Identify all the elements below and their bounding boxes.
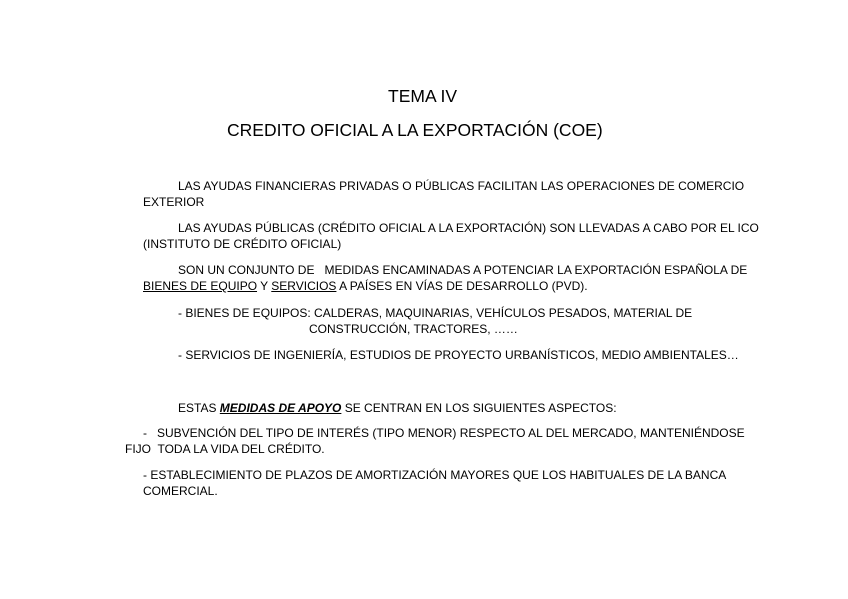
paragraph-2-line-2: (INSTITUTO DE CRÉDITO OFICIAL)	[143, 237, 342, 251]
bienes-de-equipo-term: BIENES DE EQUIPO	[143, 279, 258, 293]
medidas-suffix: SE CENTRAN EN LOS SIGUIENTES ASPECTOS:	[341, 401, 617, 415]
paragraph-3-line-1: SON UN CONJUNTO DE MEDIDAS ENCAMINADAS A POTENCIAR LA EXPORTACIÓN ESPAÑOLA DE	[178, 263, 748, 277]
topic-heading: TEMA IV	[388, 86, 458, 106]
plazos-line-1: - ESTABLECIMIENTO DE PLAZOS DE AMORTIZACIÓN MAYORES QUE LOS HABITUALES DE LA BANCA	[143, 468, 727, 482]
subvencion-line-1: - SUBVENCIÓN DEL TIPO DE INTERÉS (TIPO MENOR) RESPECTO AL DEL MERCADO, MANTENIÉNDOSE	[143, 426, 745, 440]
paragraph-3-line-2	[143, 278, 588, 294]
bienes-list-line-1: - BIENES DE EQUIPOS: CALDERAS, MAQUINARIAS, VEHÍCULOS PESADOS, MATERIAL DE	[178, 306, 693, 320]
page-title: CREDITO OFICIAL A LA EXPORTACIÓN (COE)	[227, 120, 603, 140]
bienes-list-line-2: CONSTRUCCIÓN, TRACTORES, ……	[309, 322, 518, 336]
medidas-prefix: ESTAS	[178, 401, 220, 415]
paragraph-1-line-2: EXTERIOR	[143, 195, 205, 209]
servicios-list-line: - SERVICIOS DE INGENIERÍA, ESTUDIOS DE PROYECTO URBANÍSTICOS, MEDIO AMBIENTALES…	[178, 348, 739, 362]
paragraph-3-rest: A PAÍSES EN VÍAS DE DESARROLLO (PVD).	[336, 279, 588, 293]
servicios-term: SERVICIOS	[271, 279, 337, 293]
plazos-line-2: COMERCIAL.	[143, 484, 218, 498]
medidas-de-apoyo-term: MEDIDAS DE APOYO	[219, 401, 342, 415]
conjunction: Y	[257, 279, 272, 293]
subvencion-line-2: FIJO TODA LA VIDA DEL CRÉDITO.	[125, 442, 325, 456]
medidas-line	[178, 400, 617, 416]
paragraph-1-line-1: LAS AYUDAS FINANCIERAS PRIVADAS O PÚBLICAS FACILITAN LAS OPERACIONES DE COMERCIO	[178, 179, 745, 193]
paragraph-2-line-1: LAS AYUDAS PÚBLICAS (CRÉDITO OFICIAL A LA EXPORTACIÓN) SON LLEVADAS A CABO POR EL ICO	[178, 221, 759, 235]
